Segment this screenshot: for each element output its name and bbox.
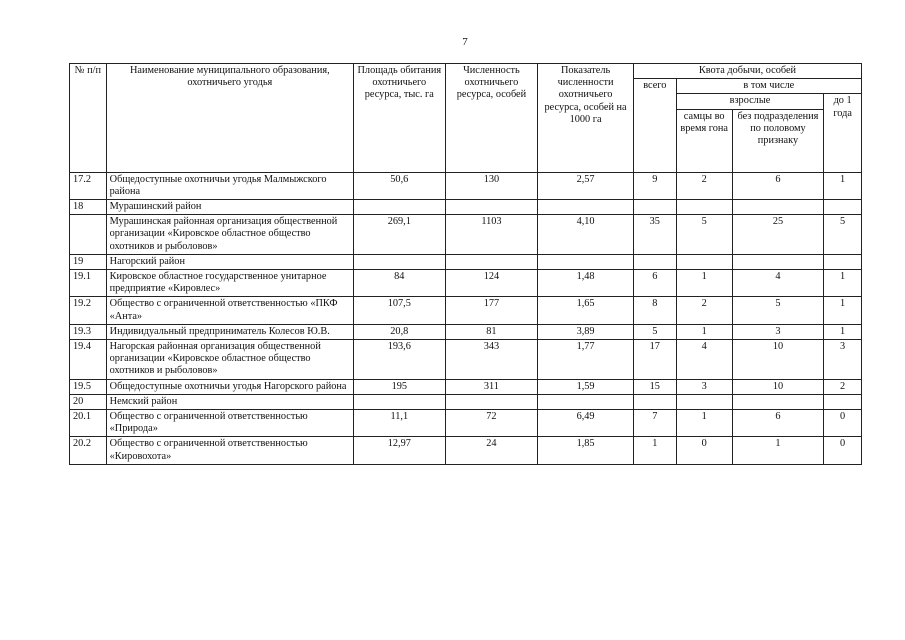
- row-no: 19.3: [70, 324, 107, 339]
- row-name: Нагорский район: [106, 254, 353, 269]
- row-no-sex: 6: [732, 410, 824, 437]
- quota-table: [69, 63, 862, 465]
- row-name: Мурашинский район: [106, 200, 353, 215]
- row-density: 6,49: [538, 410, 634, 437]
- row-no: 18: [70, 200, 107, 215]
- row-males-rut: 2: [676, 297, 732, 324]
- table-row: [70, 324, 862, 339]
- row-total: 9: [633, 172, 676, 199]
- row-no: 19: [70, 254, 107, 269]
- row-no: 17.2: [70, 172, 107, 199]
- row-no-sex: 4: [732, 270, 824, 297]
- row-no-sex: [732, 394, 824, 409]
- row-population: [445, 394, 538, 409]
- row-no-sex: [732, 254, 824, 269]
- row-total: 5: [633, 324, 676, 339]
- row-males-rut: 1: [676, 410, 732, 437]
- row-area: [354, 200, 446, 215]
- row-density: 1,85: [538, 437, 634, 464]
- row-total: [633, 200, 676, 215]
- header-population: Численность охотничьего ресурса, особей: [445, 64, 538, 173]
- row-name: Мурашинская районная организация общественной организации «Кировское областное общество охотников и рыболовов»: [106, 215, 353, 255]
- header-no: № п/п: [70, 64, 107, 173]
- row-under1: 0: [824, 437, 862, 464]
- header-adults: взрослые: [676, 94, 824, 109]
- row-density: [538, 254, 634, 269]
- row-name: Индивидуальный предприниматель Колесов Ю.В.: [106, 324, 353, 339]
- table-row: [70, 172, 862, 199]
- row-males-rut: 1: [676, 270, 732, 297]
- row-name: Нагорская районная организация общественной организации «Кировское областное общество охотников и рыболовов»: [106, 340, 353, 380]
- table-row: [70, 394, 862, 409]
- row-name: Общедоступные охотничьи угодья Малмыжского района: [106, 172, 353, 199]
- table-row: [70, 437, 862, 464]
- row-males-rut: 5: [676, 215, 732, 255]
- row-density: 3,89: [538, 324, 634, 339]
- row-no: 19.4: [70, 340, 107, 380]
- row-population: 24: [445, 437, 538, 464]
- row-males-rut: 0: [676, 437, 732, 464]
- row-population: [445, 254, 538, 269]
- header-name: Наименование муниципального образования, охотничьего угодья: [106, 64, 353, 173]
- row-no: 19.5: [70, 379, 107, 394]
- row-area: 269,1: [354, 215, 446, 255]
- row-density: 1,77: [538, 340, 634, 380]
- row-no: 20.1: [70, 410, 107, 437]
- row-population: 343: [445, 340, 538, 380]
- row-area: 193,6: [354, 340, 446, 380]
- table-row: [70, 215, 862, 255]
- header-males-rut: самцы во время гона: [676, 109, 732, 172]
- row-total: 35: [633, 215, 676, 255]
- row-under1: 1: [824, 270, 862, 297]
- row-density: 1,65: [538, 297, 634, 324]
- row-no-sex: 1: [732, 437, 824, 464]
- row-area: 50,6: [354, 172, 446, 199]
- row-males-rut: 4: [676, 340, 732, 380]
- table-row: [70, 410, 862, 437]
- row-population: 81: [445, 324, 538, 339]
- row-population: 311: [445, 379, 538, 394]
- row-name: Общество с ограниченной ответственностью «ПКФ «Анта»: [106, 297, 353, 324]
- row-total: 15: [633, 379, 676, 394]
- row-area: 11,1: [354, 410, 446, 437]
- row-density: [538, 394, 634, 409]
- header-total: всего: [633, 79, 676, 172]
- row-no: 19.2: [70, 297, 107, 324]
- page-number: 7: [462, 36, 468, 48]
- row-under1: [824, 200, 862, 215]
- row-area: 20,8: [354, 324, 446, 339]
- row-population: 130: [445, 172, 538, 199]
- row-under1: [824, 394, 862, 409]
- row-males-rut: 2: [676, 172, 732, 199]
- row-population: [445, 200, 538, 215]
- row-name: Общество с ограниченной ответственностью «Кировохота»: [106, 437, 353, 464]
- row-males-rut: [676, 394, 732, 409]
- row-no-sex: 3: [732, 324, 824, 339]
- row-no-sex: 5: [732, 297, 824, 324]
- row-name: Немский район: [106, 394, 353, 409]
- table-row: [70, 340, 862, 380]
- row-no-sex: 10: [732, 340, 824, 380]
- row-no: 19.1: [70, 270, 107, 297]
- row-under1: 1: [824, 172, 862, 199]
- row-total: [633, 254, 676, 269]
- row-no-sex: [732, 200, 824, 215]
- header-no-sex: без подразделения по половому признаку: [732, 109, 824, 172]
- table-row: [70, 270, 862, 297]
- table-row: [70, 379, 862, 394]
- row-density: 1,59: [538, 379, 634, 394]
- row-density: 1,48: [538, 270, 634, 297]
- row-males-rut: [676, 200, 732, 215]
- row-males-rut: 3: [676, 379, 732, 394]
- row-no: 20.2: [70, 437, 107, 464]
- row-area: [354, 394, 446, 409]
- row-no-sex: 10: [732, 379, 824, 394]
- row-total: 17: [633, 340, 676, 380]
- row-under1: 1: [824, 297, 862, 324]
- row-no-sex: 6: [732, 172, 824, 199]
- header-area: Площадь обитания охотничьего ресурса, тыс. га: [354, 64, 446, 173]
- row-total: 6: [633, 270, 676, 297]
- row-no: [70, 215, 107, 255]
- row-population: 1103: [445, 215, 538, 255]
- row-population: 177: [445, 297, 538, 324]
- row-area: 84: [354, 270, 446, 297]
- row-total: 1: [633, 437, 676, 464]
- row-under1: 0: [824, 410, 862, 437]
- row-total: 7: [633, 410, 676, 437]
- header-incl: в том числе: [676, 79, 861, 94]
- row-population: 124: [445, 270, 538, 297]
- row-males-rut: 1: [676, 324, 732, 339]
- row-area: 12,97: [354, 437, 446, 464]
- row-total: [633, 394, 676, 409]
- row-no-sex: 25: [732, 215, 824, 255]
- header-under1: до 1 года: [824, 94, 862, 172]
- row-under1: 2: [824, 379, 862, 394]
- table-row: [70, 254, 862, 269]
- row-density: 4,10: [538, 215, 634, 255]
- row-under1: 3: [824, 340, 862, 380]
- row-total: 8: [633, 297, 676, 324]
- row-population: 72: [445, 410, 538, 437]
- row-name: Общедоступные охотничьи угодья Нагорского района: [106, 379, 353, 394]
- row-no: 20: [70, 394, 107, 409]
- row-males-rut: [676, 254, 732, 269]
- table-row: [70, 297, 862, 324]
- row-under1: [824, 254, 862, 269]
- row-name: Общество с ограниченной ответственностью «Природа»: [106, 410, 353, 437]
- header-density: Показатель численности охотничьего ресурса, особей на 1000 га: [538, 64, 634, 173]
- row-under1: 5: [824, 215, 862, 255]
- table-row: [70, 200, 862, 215]
- row-area: [354, 254, 446, 269]
- row-density: [538, 200, 634, 215]
- row-name: Кировское областное государственное унитарное предприятие «Кировлес»: [106, 270, 353, 297]
- row-area: 195: [354, 379, 446, 394]
- row-under1: 1: [824, 324, 862, 339]
- row-density: 2,57: [538, 172, 634, 199]
- row-area: 107,5: [354, 297, 446, 324]
- header-quota: Квота добычи, особей: [633, 64, 861, 79]
